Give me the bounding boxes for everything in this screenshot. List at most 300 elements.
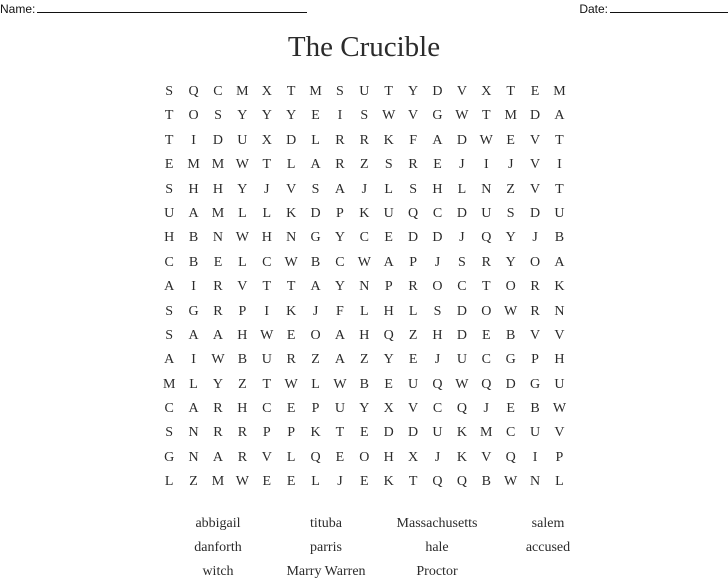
grid-cell[interactable]: Y (212, 376, 224, 392)
grid-cell[interactable]: H (383, 303, 394, 319)
grid-cell[interactable]: L (360, 303, 369, 319)
grid-cell[interactable]: T (262, 157, 272, 173)
grid-cell[interactable]: B (188, 230, 199, 246)
grid-cell[interactable]: D (456, 327, 467, 343)
grid-cell[interactable]: Q (456, 401, 467, 417)
grid-cell[interactable]: T (164, 108, 174, 124)
grid-cell[interactable]: L (238, 205, 247, 221)
grid-cell[interactable]: C (481, 352, 491, 368)
grid-cell[interactable]: Y (408, 84, 419, 99)
grid-cell[interactable]: J (312, 303, 319, 319)
grid-cell[interactable]: P (262, 425, 271, 441)
grid-cell[interactable]: J (459, 157, 465, 173)
grid-cell[interactable]: W (235, 230, 249, 246)
grid-cell[interactable]: C (505, 425, 516, 441)
grid-cell[interactable]: G (188, 303, 199, 319)
grid-cell[interactable]: A (188, 401, 199, 417)
grid-cell[interactable]: T (286, 279, 296, 295)
name-underline (37, 2, 307, 13)
grid-cell[interactable]: Y (334, 230, 345, 246)
grid-cell[interactable]: B (310, 254, 321, 270)
grid-cell[interactable]: E (384, 376, 393, 392)
grid-cell[interactable]: U (164, 205, 175, 221)
grid-cell[interactable]: R (213, 425, 223, 441)
word-bank (160, 512, 598, 584)
grid-cell[interactable]: A (212, 327, 224, 343)
grid-cell[interactable]: J (264, 181, 270, 197)
grid-cell[interactable]: E (286, 327, 296, 343)
grid-cell[interactable]: R (530, 303, 540, 319)
grid-cell[interactable]: B (505, 327, 516, 343)
grid-cell[interactable]: D (432, 84, 443, 99)
grid-cell[interactable]: W (260, 327, 274, 343)
grid-cell[interactable]: A (310, 157, 321, 173)
grid-cell[interactable]: R (213, 303, 223, 319)
grid-cell[interactable]: I (483, 157, 489, 173)
grid-cell[interactable]: Y (383, 352, 394, 368)
grid-cell[interactable]: S (409, 181, 417, 197)
grid-cell[interactable]: W (552, 401, 567, 417)
grid-cell[interactable]: E (506, 132, 515, 148)
date-field[interactable] (579, 2, 728, 16)
grid-cell[interactable]: L (384, 181, 393, 197)
grid-cell[interactable]: W (455, 376, 469, 392)
grid-cell[interactable]: V (529, 157, 541, 173)
grid-cell[interactable]: S (165, 303, 174, 319)
grid-cell[interactable]: O (529, 254, 541, 270)
grid-cell[interactable]: D (456, 205, 467, 221)
grid-cell[interactable]: Z (360, 352, 369, 368)
grid-cell[interactable]: D (456, 303, 467, 319)
grid-cell[interactable]: F (409, 132, 417, 148)
grid-cell[interactable]: C (164, 401, 174, 417)
grid-cell[interactable]: N (554, 303, 565, 319)
grid-cell[interactable]: R (335, 157, 345, 173)
grid-cell[interactable]: F (336, 303, 344, 319)
grid-cell[interactable]: D (408, 230, 419, 246)
grid-cell[interactable]: Q (505, 449, 516, 465)
puzzle-title: The Crucible (287, 31, 441, 63)
grid-cell[interactable]: P (384, 279, 393, 295)
grid-cell[interactable]: A (188, 205, 199, 221)
word-bank-item: Marry Warren (286, 564, 366, 579)
grid-cell[interactable]: J (459, 230, 465, 246)
grid-cell[interactable]: S (360, 108, 369, 124)
grid-cell[interactable]: H (188, 181, 199, 197)
grid-cell[interactable]: I (557, 157, 562, 173)
grid-cell[interactable]: I (191, 352, 196, 368)
grid-cell[interactable]: W (504, 474, 518, 490)
grid-cell[interactable]: R (530, 279, 540, 295)
grid-cell[interactable]: E (530, 84, 540, 99)
grid-cell[interactable]: E (311, 108, 320, 124)
grid-cell[interactable]: V (237, 279, 248, 295)
grid-cell[interactable]: X (481, 84, 492, 99)
grid-cell[interactable]: X (408, 449, 419, 465)
grid-cell[interactable]: S (165, 84, 174, 99)
grid-cell[interactable]: O (505, 279, 516, 295)
grid-cell[interactable]: U (383, 205, 394, 221)
grid-cell[interactable]: T (164, 132, 174, 148)
grid-cell[interactable]: E (481, 327, 491, 343)
grid-cell[interactable]: H (261, 230, 272, 246)
grid-cell[interactable]: A (334, 181, 345, 197)
grid-cell[interactable]: W (211, 352, 225, 368)
grid-cell[interactable]: U (554, 376, 565, 392)
word-bank-item: salem (531, 516, 565, 531)
grid-cell[interactable]: R (237, 425, 248, 441)
grid-cell[interactable]: R (408, 157, 418, 173)
grid-cell[interactable]: A (432, 132, 443, 148)
grid-cell[interactable]: R (335, 132, 345, 148)
grid-cell[interactable]: L (286, 157, 296, 173)
grid-cell[interactable]: C (335, 254, 345, 270)
grid-cell[interactable]: E (408, 352, 418, 368)
grid-cell[interactable]: H (212, 181, 224, 197)
grid-cell[interactable]: A (334, 327, 345, 343)
grid-cell[interactable]: W (284, 254, 298, 270)
grid-cell[interactable]: V (261, 449, 272, 465)
grid-cell[interactable]: K (554, 279, 565, 295)
grid-cell[interactable]: O (310, 327, 321, 343)
grid-cell[interactable]: T (286, 84, 296, 99)
grid-cell[interactable]: E (213, 254, 223, 270)
grid-cell[interactable]: U (261, 352, 272, 368)
grid-cell[interactable]: M (309, 84, 322, 99)
grid-cell[interactable]: K (359, 205, 370, 221)
grid-cell[interactable]: A (383, 254, 394, 270)
word-bank-item: hale (425, 540, 449, 555)
grid-cell[interactable]: W (284, 376, 298, 392)
grid-cell[interactable]: C (432, 401, 443, 417)
grid-cell[interactable]: X (261, 132, 272, 148)
grid-cell[interactable]: M (211, 205, 225, 221)
grid-cell[interactable]: E (335, 449, 345, 465)
grid-cell[interactable]: S (384, 157, 393, 173)
grid-cell[interactable]: U (359, 84, 370, 99)
grid-cell[interactable]: D (286, 132, 297, 148)
grid-cell[interactable]: S (165, 181, 174, 197)
grid-cell[interactable]: Q (383, 327, 394, 343)
grid-cell[interactable]: K (456, 425, 467, 441)
grid-cell[interactable]: S (214, 108, 222, 124)
grid-cell[interactable]: Q (432, 474, 443, 490)
grid-cell[interactable]: C (457, 279, 467, 295)
grid-cell[interactable]: M (480, 425, 493, 441)
grid-cell[interactable]: E (360, 425, 369, 441)
grid-cell[interactable]: K (456, 449, 467, 465)
grid-cell[interactable]: E (384, 230, 393, 246)
grid-cell[interactable]: R (408, 279, 418, 295)
grid-cell[interactable]: I (532, 449, 538, 465)
grid-cell[interactable]: M (187, 157, 200, 173)
grid-cell[interactable]: M (504, 108, 517, 124)
grid-cell[interactable]: G (432, 108, 443, 124)
grid-cell[interactable]: T (506, 84, 515, 99)
grid-cell[interactable]: T (408, 474, 418, 490)
grid-cell[interactable]: L (311, 376, 320, 392)
grid-cell[interactable]: N (212, 230, 224, 246)
grid-cell[interactable]: L (189, 376, 198, 392)
grid-cell[interactable]: K (286, 205, 297, 221)
grid-cell[interactable]: M (236, 84, 249, 99)
grid-cell[interactable]: K (383, 132, 394, 148)
grid-cell[interactable]: W (382, 108, 396, 124)
grid-cell[interactable]: W (357, 254, 371, 270)
grid-cell[interactable]: W (479, 132, 493, 148)
grid-cell[interactable]: R (213, 401, 223, 417)
grid-cell[interactable]: V (481, 449, 492, 465)
grid-cell[interactable]: R (286, 352, 296, 368)
grid-cell[interactable]: T (262, 279, 272, 295)
grid-cell[interactable]: I (337, 108, 343, 124)
grid-cell[interactable]: K (383, 474, 394, 490)
grid-cell[interactable]: S (336, 84, 344, 99)
grid-cell[interactable]: N (481, 181, 492, 197)
grid-cell[interactable]: A (164, 352, 175, 368)
grid-cell[interactable]: Y (505, 254, 516, 270)
grid-cell[interactable]: O (432, 279, 443, 295)
grid-cell[interactable]: U (554, 205, 565, 221)
grid-cell[interactable]: L (238, 254, 247, 270)
grid-cell[interactable]: Q (481, 376, 492, 392)
grid-cell[interactable]: D (505, 376, 516, 392)
grid-cell[interactable]: B (359, 376, 369, 392)
grid-cell[interactable]: V (456, 84, 467, 99)
grid-cell[interactable]: N (529, 474, 541, 490)
grid-cell[interactable]: G (529, 376, 541, 392)
grid-cell[interactable]: A (554, 254, 565, 270)
grid-cell[interactable]: E (506, 401, 515, 417)
grid-cell[interactable]: R (481, 254, 491, 270)
grid-cell[interactable]: T (481, 108, 491, 124)
grid-cell[interactable]: Y (286, 108, 297, 124)
grid-cell[interactable]: E (360, 474, 369, 490)
grid-cell[interactable]: S (506, 205, 515, 221)
grid-cell[interactable]: V (529, 327, 541, 343)
grid-cell[interactable]: V (286, 181, 297, 197)
grid-cell[interactable]: H (554, 352, 565, 368)
grid-cell[interactable]: S (457, 254, 466, 270)
date-label: Date: (579, 2, 608, 16)
grid-cell[interactable]: Y (505, 230, 516, 246)
grid-cell[interactable]: R (237, 449, 248, 465)
grid-cell[interactable]: N (359, 279, 370, 295)
grid-cell[interactable]: H (432, 327, 443, 343)
grid-cell[interactable]: P (311, 401, 320, 417)
grid-cell[interactable]: D (212, 132, 224, 148)
grid-cell[interactable]: Y (334, 279, 345, 295)
grid-cell[interactable]: Z (189, 474, 198, 490)
grid-cell[interactable]: Q (408, 205, 419, 221)
grid-cell[interactable]: T (481, 279, 491, 295)
grid-cell[interactable]: E (286, 474, 296, 490)
grid-cell[interactable]: Z (238, 376, 247, 392)
grid-cell[interactable]: G (164, 449, 175, 465)
grid-cell[interactable]: L (164, 474, 174, 490)
grid-cell[interactable]: D (383, 425, 394, 441)
grid-cell[interactable]: U (237, 132, 248, 148)
word-bank-item: Massachusetts (396, 516, 478, 531)
grid-cell[interactable]: L (311, 132, 320, 148)
grid-cell[interactable]: J (361, 181, 368, 197)
grid-cell[interactable]: M (211, 157, 225, 173)
grid-cell[interactable]: S (165, 327, 174, 343)
grid-cell[interactable]: V (529, 181, 541, 197)
grid-cell[interactable]: C (213, 84, 223, 99)
name-field[interactable] (0, 2, 307, 16)
grid-cell[interactable]: C (432, 205, 443, 221)
grid-cell[interactable]: T (262, 376, 272, 392)
grid-cell[interactable]: U (456, 352, 467, 368)
grid-cell[interactable]: B (554, 230, 565, 246)
grid-cell[interactable]: Z (506, 181, 515, 197)
grid-cell[interactable]: L (457, 181, 467, 197)
grid-cell[interactable]: V (529, 132, 541, 148)
grid-cell[interactable]: G (505, 352, 516, 368)
grid-cell[interactable]: D (310, 205, 321, 221)
grid-cell[interactable]: A (212, 449, 224, 465)
grid-cell[interactable]: I (191, 132, 196, 148)
grid-cell[interactable]: T (555, 181, 564, 197)
grid-cell[interactable]: B (530, 401, 540, 417)
grid-cell[interactable]: H (359, 327, 370, 343)
grid-cell[interactable]: W (333, 376, 347, 392)
grid-cell[interactable]: P (336, 205, 344, 221)
grid-cell[interactable]: Z (311, 352, 320, 368)
grid-cell[interactable]: V (408, 108, 419, 124)
grid-cell[interactable]: U (481, 205, 492, 221)
grid-cell[interactable]: X (261, 84, 272, 99)
grid-cell[interactable]: O (359, 449, 370, 465)
grid-cell[interactable]: L (555, 474, 564, 490)
grid-cell[interactable]: P (287, 425, 296, 441)
grid-cell[interactable]: H (237, 327, 248, 343)
grid-cell[interactable]: Q (456, 474, 467, 490)
grid-cell[interactable]: T (555, 132, 564, 148)
grid-cell[interactable]: H (432, 181, 443, 197)
grid-cell[interactable]: P (238, 303, 247, 319)
grid-cell[interactable]: I (191, 279, 196, 295)
grid-cell[interactable]: E (262, 474, 272, 490)
grid-cell[interactable]: Y (359, 401, 370, 417)
grid-cell[interactable]: J (507, 157, 514, 173)
grid-cell[interactable]: M (211, 474, 225, 490)
grid-cell[interactable]: T (384, 84, 393, 99)
grid-cell[interactable]: R (359, 132, 369, 148)
grid-cell[interactable]: A (334, 352, 345, 368)
grid-cell[interactable]: I (264, 303, 270, 319)
grid-cell[interactable]: O (188, 108, 199, 124)
grid-cell[interactable]: Z (360, 157, 369, 173)
grid-cell[interactable]: P (555, 449, 564, 465)
grid-cell[interactable]: Q (481, 230, 492, 246)
grid-cell[interactable]: D (408, 425, 419, 441)
grid-cell[interactable]: M (162, 376, 176, 392)
grid-cell[interactable]: Q (188, 84, 199, 99)
grid-cell[interactable]: Y (261, 108, 272, 124)
grid-cell[interactable]: U (408, 376, 419, 392)
grid-cell[interactable]: W (504, 303, 518, 319)
grid-cell[interactable]: Z (408, 327, 418, 343)
grid-cell[interactable]: D (456, 132, 467, 148)
grid-cell[interactable]: C (164, 254, 174, 270)
grid-cell[interactable]: J (434, 254, 441, 270)
grid-cell[interactable]: H (383, 449, 394, 465)
grid-cell[interactable]: W (455, 108, 469, 124)
grid-cell[interactable]: C (359, 230, 369, 246)
grid-cell[interactable]: X (383, 401, 394, 417)
grid-cell[interactable]: B (237, 352, 248, 368)
grid-cell[interactable]: A (554, 108, 565, 124)
grid-cell[interactable]: J (532, 230, 538, 246)
grid-cell[interactable]: R (213, 279, 223, 295)
grid-cell[interactable]: S (165, 425, 174, 441)
grid-cell[interactable]: U (334, 401, 345, 417)
grid-cell[interactable]: Q (432, 376, 443, 392)
grid-cell[interactable]: C (262, 401, 272, 417)
grid-cell[interactable]: W (235, 474, 249, 490)
grid-cell[interactable]: V (408, 401, 419, 417)
word-bank-item: danforth (194, 540, 242, 555)
grid-cell[interactable]: D (529, 108, 541, 124)
grid-cell[interactable]: B (481, 474, 491, 490)
grid-cell[interactable]: A (188, 327, 199, 343)
grid-cell[interactable]: K (310, 425, 321, 441)
grid-cell[interactable]: H (237, 401, 248, 417)
grid-cell[interactable]: E (286, 401, 296, 417)
grid-cell[interactable]: N (188, 449, 199, 465)
grid-cell[interactable]: L (408, 303, 418, 319)
grid-cell[interactable]: D (432, 230, 443, 246)
grid-cell[interactable]: T (335, 425, 345, 441)
grid-cell[interactable]: G (310, 230, 321, 246)
grid-cell[interactable]: L (262, 205, 272, 221)
grid-cell[interactable]: S (433, 303, 442, 319)
grid-cell[interactable]: P (531, 352, 539, 368)
grid-cell[interactable]: D (529, 205, 541, 221)
grid-cell[interactable]: E (164, 157, 174, 173)
grid-cell[interactable]: K (286, 303, 297, 319)
grid-cell[interactable]: U (529, 425, 541, 441)
grid-cell[interactable]: L (311, 474, 320, 490)
grid-cell[interactable]: J (434, 352, 441, 368)
grid-cell[interactable]: A (164, 279, 175, 295)
grid-cell[interactable]: H (164, 230, 175, 246)
grid-cell[interactable]: J (337, 474, 343, 490)
grid-cell[interactable]: J (483, 401, 489, 417)
grid-cell[interactable]: P (409, 254, 417, 270)
grid-cell[interactable]: N (286, 230, 297, 246)
grid-cell[interactable]: L (286, 449, 296, 465)
grid-cell[interactable]: Y (237, 181, 248, 197)
grid-cell[interactable]: J (434, 449, 441, 465)
grid-cell[interactable]: N (188, 425, 199, 441)
grid-cell[interactable]: M (553, 84, 566, 99)
grid-cell[interactable]: W (235, 157, 249, 173)
grid-cell[interactable]: A (310, 279, 321, 295)
grid-cell[interactable]: Y (237, 108, 248, 124)
grid-cell[interactable]: B (188, 254, 199, 270)
grid-cell[interactable]: O (481, 303, 492, 319)
grid-cell[interactable]: V (554, 425, 565, 441)
grid-cell[interactable]: U (432, 425, 443, 441)
grid-cell[interactable]: Q (310, 449, 321, 465)
grid-cell[interactable]: C (262, 254, 272, 270)
grid-cell[interactable]: E (433, 157, 442, 173)
grid-cell[interactable]: V (554, 327, 565, 343)
grid-cell[interactable]: S (311, 181, 320, 197)
